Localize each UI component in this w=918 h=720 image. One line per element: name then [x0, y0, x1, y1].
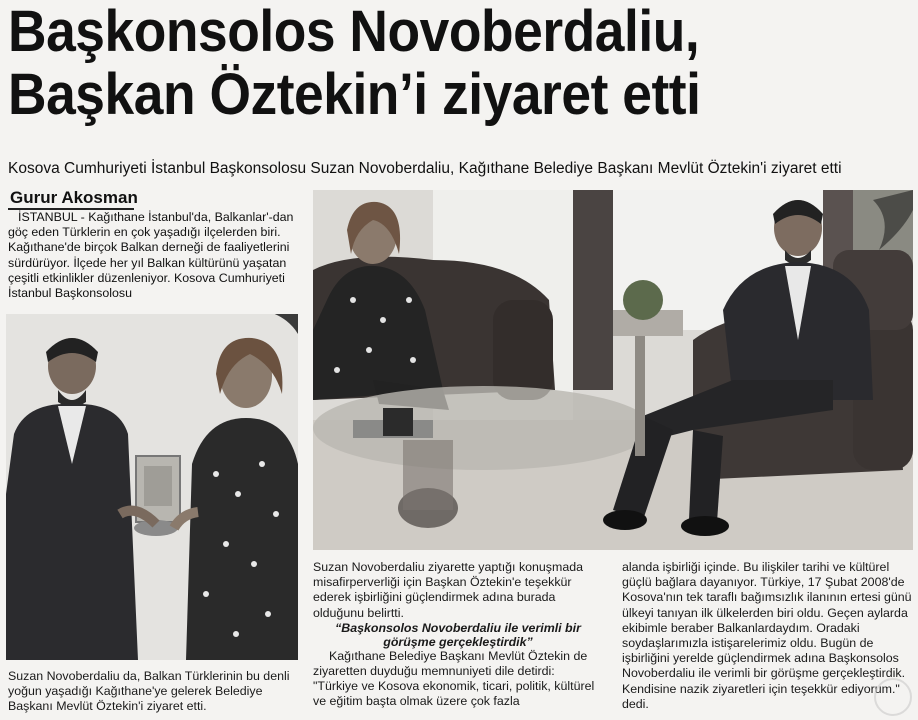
article-column-1: [313, 560, 603, 710]
photo-meeting-illustration: [313, 190, 913, 550]
column-2-paragraph-1: alanda işbirliği içinde. Bu ilişkiler tarihi ve kültürel güçlü bağlara dayanıyor. Türkiye, 17 Şubat 2008'de Kosova'nın tek taraflı bağımsızlık ilanının ertesi günü ülkeyi tanıyan ilk ülkelerden biri oldu. Geçen aylarda ekibimle beraber Balkanlardaydım. Oradaki soydaşlarımızla istişarelerimiz oldu. Bugün de işbirliğini yerelde güçlendirmek adına Başkonsolos Novoberdaliu ile verimli bir görüşme gerçekleştirdik. Kendisine nazik ziyaretleri için teşekkür ediyorum." dedi.: [622, 560, 912, 711]
intro-text: İSTANBUL - Kağıthane İstanbul'da, Balkanlar'-dan göç eden Türklerin en çok yaşadığı ilçelerden biri. Kağıthane'de birçok Balkan derneği de faaliyetlerini sürdürüyor. İlçede her yıl Balkan kültürünü yaşatan çeşitli etkinlikler düzenleniyor. Kosova Cumhuriyeti İstanbul Başkonsolosu: [8, 210, 294, 301]
headline-line-2: Başkan Öztekin’i ziyaret etti: [8, 62, 701, 127]
photo-award-illustration: [6, 314, 298, 660]
column-1-paragraph-2: Kağıthane Belediye Başkanı Mevlüt Öztekin de ziyaretten duyduğu memnuniyeti dile detirdi: "Türkiye ve Kosova ekonomik, ticari, politik, kültürel ve eğitim başta olmak üzere çok fazla: [313, 648, 595, 709]
subheadline: Kosova Cumhuriyeti İstanbul Başkonsolosu Suzan Novoberdaliu, Kağıthane Belediye Başkanı Mevlüt Öztekin'i ziyaret etti: [8, 160, 842, 177]
photo-office-meeting: [313, 190, 913, 550]
author-byline: Gurur Akosman: [10, 188, 138, 207]
photo-award-presentation: [6, 314, 298, 660]
article-column-2: [622, 560, 912, 712]
pull-quote: “Başkonsolos Novoberdaliu ile verimli bir görüşme gerçekleştirdik”: [335, 620, 581, 649]
column-1-paragraph-1: Suzan Novoberdaliu ziyarette yaptığı konuşmada misafirperverliği için Başkan Öztekin'e teşekkür ederek işbirliğini güçlendirmek adına burada olduğunu belirtti.: [313, 560, 583, 620]
headline-line-1: Başkonsolos Novoberdaliu,: [8, 0, 700, 64]
intro-paragraph: [8, 210, 300, 301]
headline: [8, 0, 908, 126]
photo-caption-left: Suzan Novoberdaliu da, Balkan Türklerinin bu denli yoğun yaşadığı Kağıthane'ye gelerek Belediye Başkanı Mevlüt Öztekin'i ziyaret etti.: [8, 669, 290, 714]
watermark-seal-icon: [874, 678, 912, 716]
